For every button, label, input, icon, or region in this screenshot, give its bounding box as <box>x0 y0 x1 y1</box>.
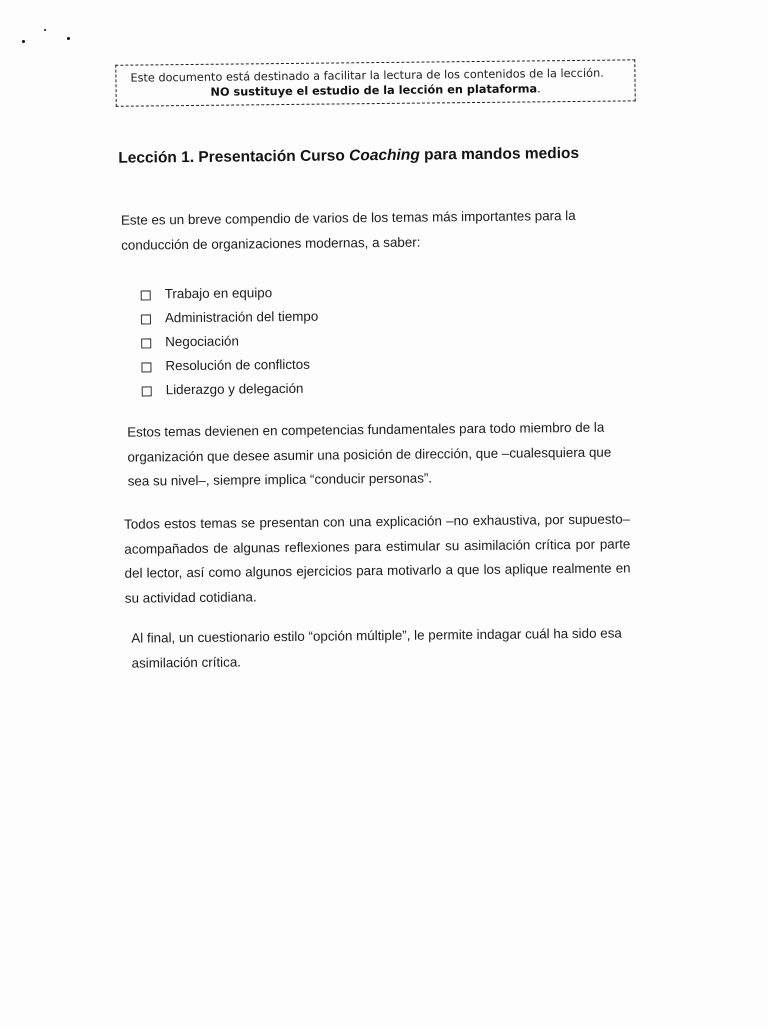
notice-text: Este documento está destinado a facilitar la lectura de los contenidos de la lección. <box>130 66 604 85</box>
notice-warning <box>117 81 635 99</box>
topic-item <box>141 329 319 355</box>
checkbox-icon <box>141 314 151 324</box>
topic-item <box>142 377 320 403</box>
questionnaire-paragraph: Al final, un cuestionario estilo “opción múltiple”, le permite indagar cuál ha sido esa asimilación crítica. <box>131 625 622 671</box>
lesson-title-suffix: para mandos medios <box>419 144 580 164</box>
presentation-paragraph: Todos estos temas se presentan con una explicación –no exhaustiva, por supuesto– acompañados de algunas reflexiones para estimular su asimilación crítica por parte del lector, así como algunos ejercicios para motivarlo a que los aplique realmente en su actividad cotidiana. <box>124 511 631 606</box>
topic-label: Trabajo en equipo <box>164 285 273 302</box>
intro-paragraph: Este es un breve compendio de varios de los temas más importantes para la conducción de organizaciones modernas, a saber: <box>120 207 576 253</box>
topic-item <box>141 281 319 307</box>
lesson-title-italic: Coaching <box>349 146 420 165</box>
topic-item <box>141 305 319 331</box>
lesson-title-prefix: Lección 1. Presentación Curso <box>118 147 350 167</box>
notice-warning-bold: NO sustituye el estudio de la lección en plataforma <box>210 82 538 99</box>
topic-item <box>141 353 319 379</box>
checkbox-icon <box>142 386 152 396</box>
notice-box <box>115 59 635 106</box>
topic-label: Resolución de conflictos <box>165 356 310 374</box>
competencies-paragraph: Estos temas devienen en competencias fundamentales para todo miembro de la organización que desee asumir una posición de dirección, que –cualesquiera que sea su nivel–, siempre implica “conducir personas”. <box>127 419 612 489</box>
topic-label: Administración del tiempo <box>164 308 319 326</box>
topic-label: Liderazgo y delegación <box>165 380 304 398</box>
lesson-title <box>118 145 579 168</box>
topics-list <box>141 281 320 403</box>
checkbox-icon <box>141 290 151 300</box>
checkbox-icon <box>141 338 151 348</box>
notice-warning-period: . <box>537 82 541 96</box>
topic-label: Negociación <box>165 333 239 350</box>
checkbox-icon <box>141 362 151 372</box>
